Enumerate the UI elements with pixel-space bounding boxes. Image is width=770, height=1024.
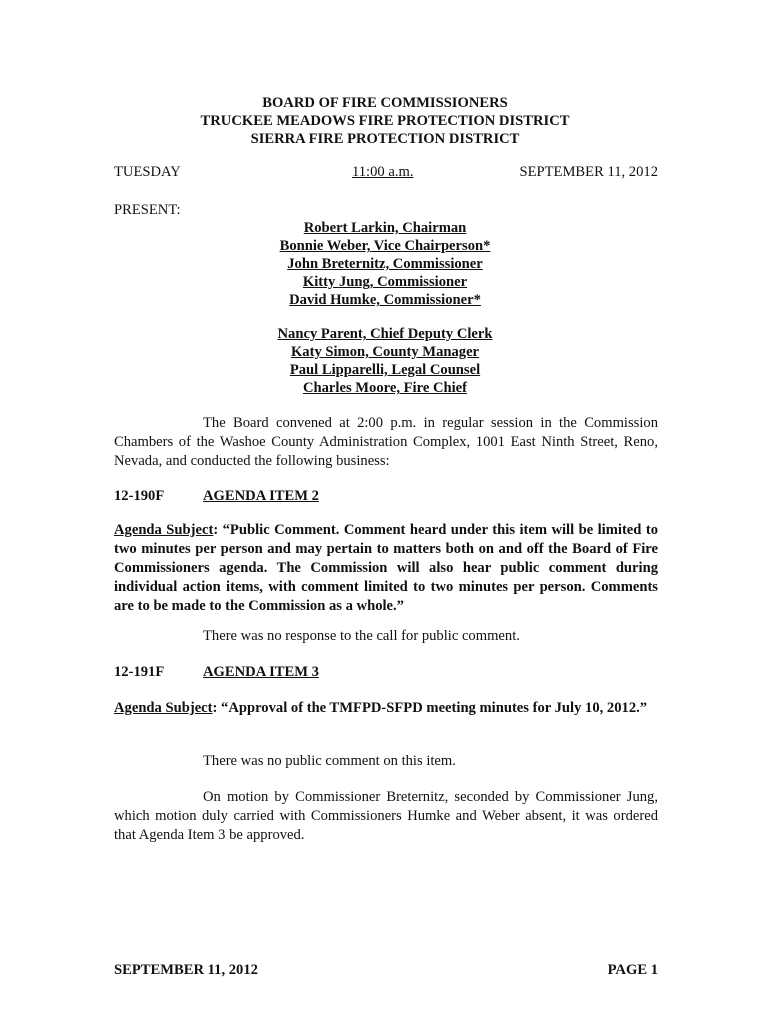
commissioner-name: Bonnie Weber, Vice Chairperson* (279, 238, 491, 254)
district-title-sierra: SIERRA FIRE PROTECTION DISTRICT (250, 131, 520, 147)
board-title: BOARD OF FIRE COMMISSIONERS (262, 95, 508, 111)
item-title: AGENDA ITEM 3 (203, 664, 319, 680)
staff-name: Paul Lipparelli, Legal Counsel (289, 362, 481, 378)
district-title-truckee: TRUCKEE MEADOWS FIRE PROTECTION DISTRICT (200, 113, 570, 129)
motion-paragraph (114, 788, 658, 845)
staff-name: Nancy Parent, Chief Deputy Clerk (277, 326, 493, 342)
page-number: PAGE 1 (607, 962, 658, 978)
commissioners-list (0, 219, 770, 309)
staff-list (0, 325, 770, 397)
commissioner-name: John Breternitz, Commissioner (287, 256, 483, 272)
intro-text: The Board convened at 2:00 p.m. in regular session in the Commission Chambers of the Washoe County Administration Complex, 1001 East Ninth Street, Reno, Nevada, and conducted the following business: (114, 415, 658, 469)
meeting-day: TUESDAY (114, 164, 181, 180)
agenda-subject-label: Agenda Subject (114, 522, 214, 538)
commissioner-name: Robert Larkin, Chairman (303, 220, 467, 236)
agenda-subject (114, 699, 658, 718)
agenda-subject-text: : “Public Comment. Comment heard under this item will be limited to two minutes per person and may pertain to matters both on and off the Board of Fire Commissioners agenda. The Commission will also hear public comment during individual action items, with comment limited to two minutes per person. Comments are to be made to the Commission as a whole.” (114, 522, 659, 614)
commissioner-name: Kitty Jung, Commissioner (302, 274, 468, 290)
agenda-subject-text: : “Approval of the TMFPD-SFPD meeting minutes for July 10, 2012.” (212, 700, 648, 716)
present-label: PRESENT: (114, 202, 181, 218)
item-title: AGENDA ITEM 2 (203, 488, 319, 504)
item-number: 12-191F (114, 664, 165, 680)
staff-name: Katy Simon, County Manager (290, 344, 480, 360)
item-number: 12-190F (114, 488, 165, 504)
motion-text: On motion by Commissioner Breternitz, seconded by Commissioner Jung, which motion duly carried with Commissioners Humke and Weber absent, it was ordered that Agenda Item 3 be approved. (114, 789, 658, 843)
footer-date: SEPTEMBER 11, 2012 (114, 962, 258, 978)
staff-name: Charles Moore, Fire Chief (302, 380, 467, 396)
item-response: There was no public comment on this item. (203, 753, 456, 769)
agenda-subject-label: Agenda Subject (114, 700, 213, 716)
intro-paragraph (114, 414, 658, 471)
commissioner-name: David Humke, Commissioner* (289, 292, 481, 308)
meeting-time: 11:00 a.m. (352, 164, 414, 180)
item-response: There was no response to the call for public comment. (203, 628, 520, 644)
agenda-subject (114, 521, 658, 616)
meeting-date: SEPTEMBER 11, 2012 (519, 164, 658, 180)
